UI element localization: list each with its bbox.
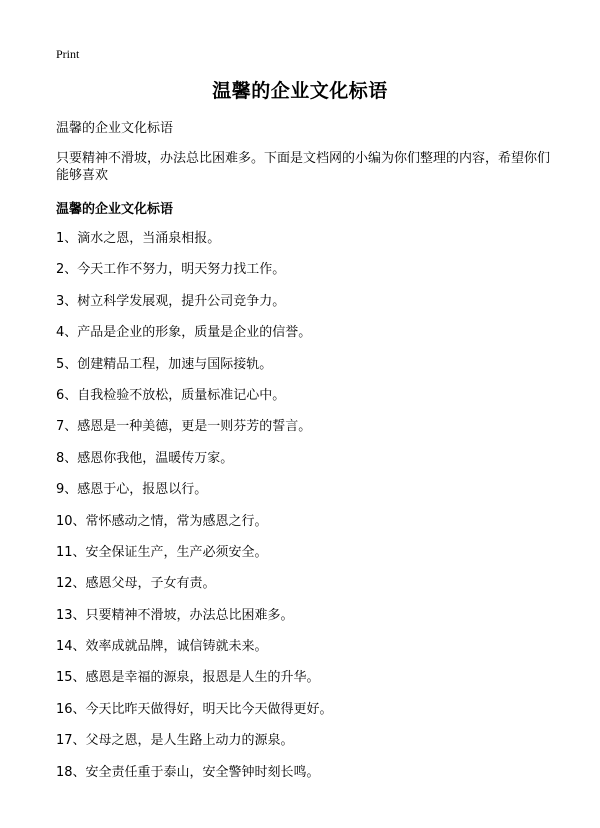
list-item: 17、父母之恩，是人生路上动力的源泉。 — [56, 733, 294, 749]
list-item: 2、今天工作不努力，明天努力找工作。 — [56, 262, 286, 278]
list-item: 10、常怀感动之情，常为感恩之行。 — [56, 513, 268, 529]
list-item: 15、感恩是幸福的源泉，报恩是人生的升华。 — [56, 670, 320, 686]
list-item: 6、自我检验不放松，质量标准记心中。 — [56, 387, 286, 403]
list-item: 7、感恩是一种美德，更是一则芬芳的誓言。 — [56, 419, 312, 435]
list-item: 14、效率成就品牌，诚信铸就未来。 — [56, 639, 268, 655]
section-title: 温馨的企业文化标语 — [56, 202, 174, 217]
list-item: 9、感恩于心，报恩以行。 — [56, 482, 208, 498]
document-subtitle: 温馨的企业文化标语 — [56, 121, 174, 136]
list-item: 13、只要精神不滑坡，办法总比困难多。 — [56, 607, 294, 623]
intro-paragraph: 只要精神不滑坡，办法总比困难多。下面是文档网的小编为你们整理的内容，希望你们能够喜欢 — [56, 151, 551, 183]
list-item: 5、创建精品工程，加速与国际接轨。 — [56, 356, 273, 372]
list-item: 18、安全责任重于泰山，安全警钟时刻长鸣。 — [56, 764, 320, 780]
list-item: 3、树立科学发展观，提升公司竞争力。 — [56, 293, 286, 309]
list-item: 8、感恩你我他，温暖传万家。 — [56, 450, 234, 466]
list-item: 11、安全保证生产，生产必须安全。 — [56, 544, 268, 560]
page-title: 温馨的企业文化标语 — [212, 80, 388, 102]
list-item: 4、产品是企业的形象，质量是企业的信誉。 — [56, 325, 312, 341]
slogan-list — [56, 230, 556, 795]
print-link[interactable]: Print — [56, 47, 80, 61]
list-item: 16、今天比昨天做得好，明天比今天做得更好。 — [56, 701, 333, 717]
list-item: 12、感恩父母，子女有责。 — [56, 576, 216, 592]
list-item: 1、滴水之恩，当涌泉相报。 — [56, 231, 221, 246]
